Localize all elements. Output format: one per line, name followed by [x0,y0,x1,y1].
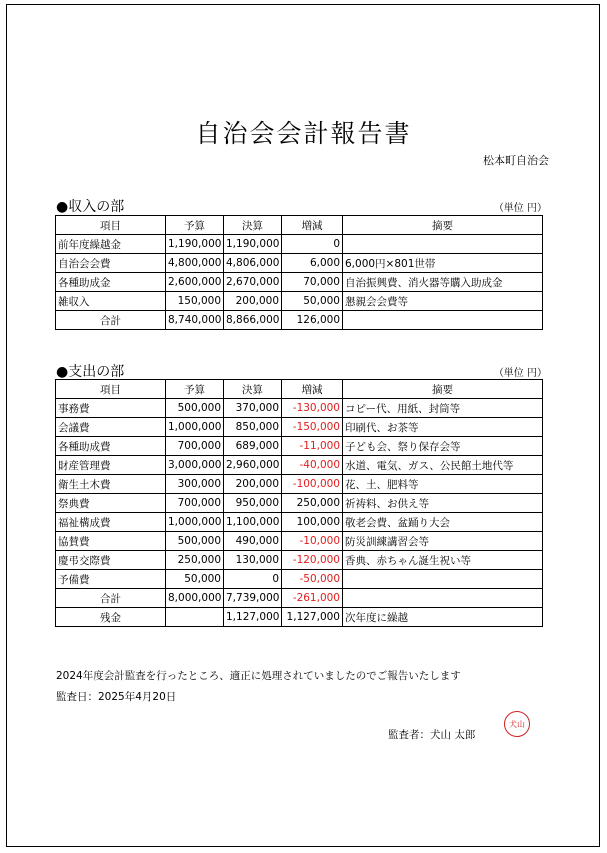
cell-diff: -130,000 [282,399,343,418]
table-row [56,292,543,311]
cell-diff: -50,000 [282,570,343,589]
cell-note: 祈祷料、お供え等 [343,494,543,513]
cell-item: 前年度繰越金 [56,235,166,254]
auditor-name: 監査者：犬山 太郎 [388,729,476,741]
cell-item: 祭典費 [56,494,166,513]
cell-diff: -40,000 [282,456,343,475]
cell-budget: 2,600,000 [166,273,224,292]
seal-stamp-icon [504,711,530,737]
cell-actual: 2,960,000 [224,456,282,475]
cell-actual: 200,000 [224,292,282,311]
cell-diff: 50,000 [282,292,343,311]
cell-item: 残金 [56,608,166,627]
cell-actual: 200,000 [224,475,282,494]
col-header-note: 摘要 [343,216,543,235]
cell-actual: 4,806,000 [224,254,282,273]
report-title: 自治会会計報告書 [195,119,412,148]
cell-note [343,589,543,608]
col-header-diff: 増減 [282,216,343,235]
table-row [56,494,543,513]
table-row [56,456,543,475]
cell-note: 香典、赤ちゃん誕生祝い等 [343,551,543,570]
cell-budget [166,608,224,627]
cell-actual: 950,000 [224,494,282,513]
table-row [56,551,543,570]
cell-budget: 150,000 [166,292,224,311]
cell-actual: 0 [224,570,282,589]
expense-unit: （単位 円） [493,368,547,379]
cell-budget: 700,000 [166,437,224,456]
cell-budget: 500,000 [166,399,224,418]
audit-date: 監査日：2025年4月20日 [56,691,177,703]
cell-budget: 8,000,000 [166,589,224,608]
cell-budget: 3,000,000 [166,456,224,475]
cell-item: 各種助成費 [56,437,166,456]
cell-actual: 1,100,000 [224,513,282,532]
col-header-budget: 予算 [166,380,224,399]
income-header-row [56,216,543,235]
cell-budget: 700,000 [166,494,224,513]
organization-name: 松本町自治会 [483,154,549,167]
table-row [56,273,543,292]
cell-note: 懇親会会費等 [343,292,543,311]
expense-header-row [56,380,543,399]
table-row [56,254,543,273]
cell-actual: 1,127,000 [224,608,282,627]
expense-heading: ●支出の部 [56,364,125,380]
cell-diff: -150,000 [282,418,343,437]
cell-item: 会議費 [56,418,166,437]
cell-diff: 126,000 [282,311,343,330]
cell-item: 財産管理費 [56,456,166,475]
table-row [56,235,543,254]
table-row [56,399,543,418]
cell-note: 防災訓練講習会等 [343,532,543,551]
cell-diff: 100,000 [282,513,343,532]
cell-item: 予備費 [56,570,166,589]
cell-actual: 850,000 [224,418,282,437]
cell-item: 合計 [56,589,166,608]
cell-item: 福祉構成費 [56,513,166,532]
cell-budget: 300,000 [166,475,224,494]
income-table [55,215,543,330]
table-row [56,437,543,456]
cell-item: 各種助成金 [56,273,166,292]
cell-diff: 1,127,000 [282,608,343,627]
cell-item: 雑収入 [56,292,166,311]
cell-note [343,570,543,589]
cell-budget: 1,000,000 [166,513,224,532]
cell-actual: 130,000 [224,551,282,570]
cell-item: 衛生土木費 [56,475,166,494]
cell-diff: -10,000 [282,532,343,551]
cell-actual: 8,866,000 [224,311,282,330]
col-header-diff: 増減 [282,380,343,399]
col-header-actual: 決算 [224,380,282,399]
cell-actual: 490,000 [224,532,282,551]
table-row [56,513,543,532]
cell-item: 協賛費 [56,532,166,551]
cell-note: 次年度に繰越 [343,608,543,627]
table-row [56,570,543,589]
cell-diff: -261,000 [282,589,343,608]
cell-note [343,235,543,254]
cell-diff: -120,000 [282,551,343,570]
cell-budget: 1,190,000 [166,235,224,254]
cell-budget: 8,740,000 [166,311,224,330]
cell-note: 花、土、肥料等 [343,475,543,494]
cell-note: 自治振興費、消火器等購入助成金 [343,273,543,292]
audit-statement: 2024年度会計監査を行ったところ、適正に処理されていましたのでご報告いたします [56,670,461,682]
cell-note: 子ども会、祭り保存会等 [343,437,543,456]
cell-actual: 370,000 [224,399,282,418]
cell-item: 事務費 [56,399,166,418]
cell-note [343,311,543,330]
col-header-note: 摘要 [343,380,543,399]
cell-diff: 70,000 [282,273,343,292]
col-header-item: 項目 [56,380,166,399]
cell-note: 水道、電気、ガス、公民館土地代等 [343,456,543,475]
expense-body [56,399,543,627]
income-unit: （単位 円） [493,203,547,214]
cell-diff: -100,000 [282,475,343,494]
expense-total-row [56,589,543,608]
table-row [56,475,543,494]
cell-item: 合計 [56,311,166,330]
income-body [56,235,543,330]
table-row [56,418,543,437]
cell-budget: 250,000 [166,551,224,570]
cell-diff: 0 [282,235,343,254]
cell-note: コピー代、用紙、封筒等 [343,399,543,418]
cell-actual: 1,190,000 [224,235,282,254]
col-header-actual: 決算 [224,216,282,235]
seal-text: 犬山 [509,719,525,729]
cell-diff: -11,000 [282,437,343,456]
table-row [56,532,543,551]
expense-table [55,379,543,627]
cell-actual: 7,739,000 [224,589,282,608]
cell-diff: 6,000 [282,254,343,273]
col-header-item: 項目 [56,216,166,235]
cell-note: 印刷代、お茶等 [343,418,543,437]
income-total-row [56,311,543,330]
cell-actual: 2,670,000 [224,273,282,292]
cell-note: 6,000円×801世帯 [343,254,543,273]
cell-budget: 500,000 [166,532,224,551]
col-header-budget: 予算 [166,216,224,235]
cell-item: 慶弔交際費 [56,551,166,570]
cell-diff: 250,000 [282,494,343,513]
cell-budget: 1,000,000 [166,418,224,437]
cell-actual: 689,000 [224,437,282,456]
cell-note: 敬老会費、盆踊り大会 [343,513,543,532]
cell-budget: 50,000 [166,570,224,589]
cell-budget: 4,800,000 [166,254,224,273]
cell-item: 自治会会費 [56,254,166,273]
balance-row [56,608,543,627]
income-heading: ●収入の部 [56,199,125,215]
